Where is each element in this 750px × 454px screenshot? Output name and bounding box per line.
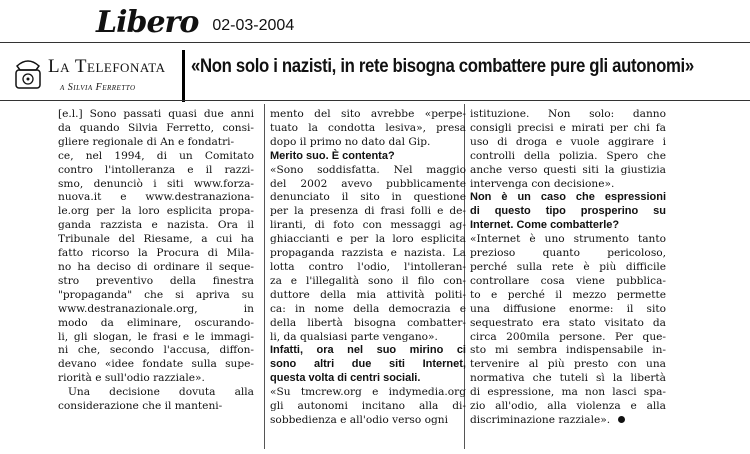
article-text-line: duttore della mia attività politi- (270, 288, 466, 301)
article-text-line: www.destranazionale.org, in (58, 302, 254, 315)
article-text-line: una diffusione enorme: il sito (470, 302, 666, 315)
article-text-line: da quando Silvia Ferretto, consi- (58, 121, 254, 134)
end-of-article-icon (618, 416, 625, 423)
article-text-line: sobbedienza e all'odio verso ogni (270, 413, 448, 426)
article-text-line: ghiaccianti e per la loro esplicita (270, 233, 466, 246)
article-text-line: smo, denunciò i siti www.forza- (58, 177, 254, 190)
interview-question-line: Non è un caso che espressioni (470, 191, 666, 204)
newspaper-logo: Libero (96, 5, 199, 40)
section-kicker: La Telefonata (48, 56, 166, 77)
article-text-line: [e.l.] Sono passati quasi due anni (58, 108, 254, 120)
article-text-line: «Su tmcrew.org e indymedia.org (270, 386, 466, 399)
interview-question-line: Infatti, ora nel suo mirino ci (270, 344, 466, 357)
article-text-line: liranti, di foto con messaggi ag- (270, 219, 466, 232)
article-text-line: del 2002 avevo pubblicamente (270, 177, 466, 190)
telephone-icon (14, 56, 42, 90)
article-text-line: ni che, secondo l'accusa, diffon- (58, 344, 254, 357)
article-text-line: li, da qualsiasi parte vengano». (270, 330, 438, 343)
byline: a Silvia Ferretto (60, 82, 136, 93)
masthead (96, 2, 294, 40)
section-kicker-box (10, 52, 182, 98)
article-text-line: controllare cosa viene pubblica- (470, 274, 666, 287)
interview-question-line: Merito suo. È contenta? (270, 149, 395, 162)
article-headline: «Non solo i nazisti, in rete bisogna combattere pure gli autonomi» (191, 55, 694, 77)
article-text-line: mento del sito avrebbe «perpe- (270, 108, 466, 120)
article-text-line: della libertà bisogna combatter- (270, 316, 466, 329)
article-text-line: uso di droga e vuole aggirare i (470, 135, 666, 148)
issue-date: 02-03-2004 (212, 17, 295, 34)
interview-question-line: questa volta di centri sociali. (270, 372, 421, 385)
article-text-line: za e l'illegalità sono il filo con- (270, 274, 466, 287)
article-text-line: gli autonomi incitano alla di- (270, 400, 466, 413)
article-text-line: «Sono soddisfatta. Nel maggio (270, 163, 466, 176)
column-divider (264, 104, 265, 449)
article-text-line: «Internet è uno strumento tanto (470, 233, 666, 246)
article-text-line: discriminazione razziale». (470, 414, 666, 428)
article-text-line: li, gli slogan, le frasi e le immagi- (58, 330, 254, 343)
article-text-line: "propaganda" che si apriva su (58, 288, 254, 301)
article-text-line: normativa che tuteli sì la libertà (470, 372, 666, 385)
article-text-line: riorità e sull'odio razziale». (58, 372, 205, 385)
interview-question-line: Internet. Come combatterle? (470, 219, 620, 232)
article-text-line: no ha deciso di ordinare il seque- (58, 260, 254, 273)
article-text-line: di espressione, ma non lasci spa- (470, 386, 666, 399)
article-text-line: Una decisione dovuta alla (68, 386, 254, 399)
article-column-2 (270, 108, 466, 428)
headline-divider (182, 50, 185, 102)
article-text-line: considerazione che il manteni- (58, 400, 223, 413)
article-text-line: modo da eliminare, oscurando- (58, 316, 254, 329)
article-text-line: istituzione. Non solo: danno (470, 108, 666, 120)
article-text-line: perché sulla rete è più difficile (470, 260, 666, 273)
article-text-line: gliere regionale di An e fondatri- (58, 135, 235, 148)
article-text-line: sequestrato era stato visitato da (470, 316, 666, 329)
article-text-line: controlli della polizia. Spero che (470, 149, 666, 162)
article-text-line: prezioso quanto pericoloso, (470, 247, 666, 260)
masthead-rule (0, 42, 750, 43)
article-text-line: ganda razzista e nazista. Ora il (58, 219, 254, 232)
article-column-1 (58, 108, 254, 414)
article-text-line: nuova.it e www.destranaziona- (58, 191, 254, 204)
interview-question-line: sono altri due siti Internet, (270, 358, 466, 371)
article-text-line: fatto ricorso la Procura di Mila- (58, 247, 254, 260)
article-text-line: to e perché il mezzo permette (470, 288, 666, 301)
article-text-line: ce, nel 1994, di un Comitato (58, 149, 254, 162)
article-text-line: tuato la condotta lesiva», presa (270, 121, 466, 134)
article-text-line: contro l'intolleranza e il razzi- (58, 163, 254, 176)
article-text-line: tervenire al più presto con una (470, 358, 666, 371)
article-text-line: consigli precisi e mirati per chi fa (470, 121, 666, 134)
article-text-line: propaganda razzista e nazista. La (270, 247, 466, 260)
header-bottom-rule (0, 100, 750, 101)
article-text-line: circa 200mila persone. Per que- (470, 330, 666, 343)
article-text-line: sto mi sembra indispensabile in- (470, 344, 666, 357)
article-text-line: lotta contro l'odio, l'intolleran- (270, 260, 466, 273)
article-text-line: denunciato il sito in questione (270, 191, 466, 204)
article-text-line: ca: in nome della democrazia e (270, 302, 466, 315)
article-text-line: zio all'odio, alla violenza e alla (470, 400, 666, 413)
article-text-line: stro preventivo della finestra (58, 274, 254, 287)
article-text-line: devano «idee fondate sulla supe- (58, 358, 254, 371)
article-text-line: Tribunale del Riesame, a cui ha (58, 233, 254, 246)
article-text-line: dopo il primo no dato dal Gip. (270, 135, 431, 148)
article-text-line: per la presenza di frasi folli e de- (270, 205, 466, 218)
interview-question-line: di questo tipo prosperino su (470, 205, 666, 218)
article-column-3 (470, 108, 666, 428)
article-text-line: le.org per la loro esplicita propa- (58, 205, 254, 218)
article-text-line: intervenga con decisione». (470, 177, 615, 190)
article-text-line: anche verso questi siti la giustizia (470, 163, 666, 176)
